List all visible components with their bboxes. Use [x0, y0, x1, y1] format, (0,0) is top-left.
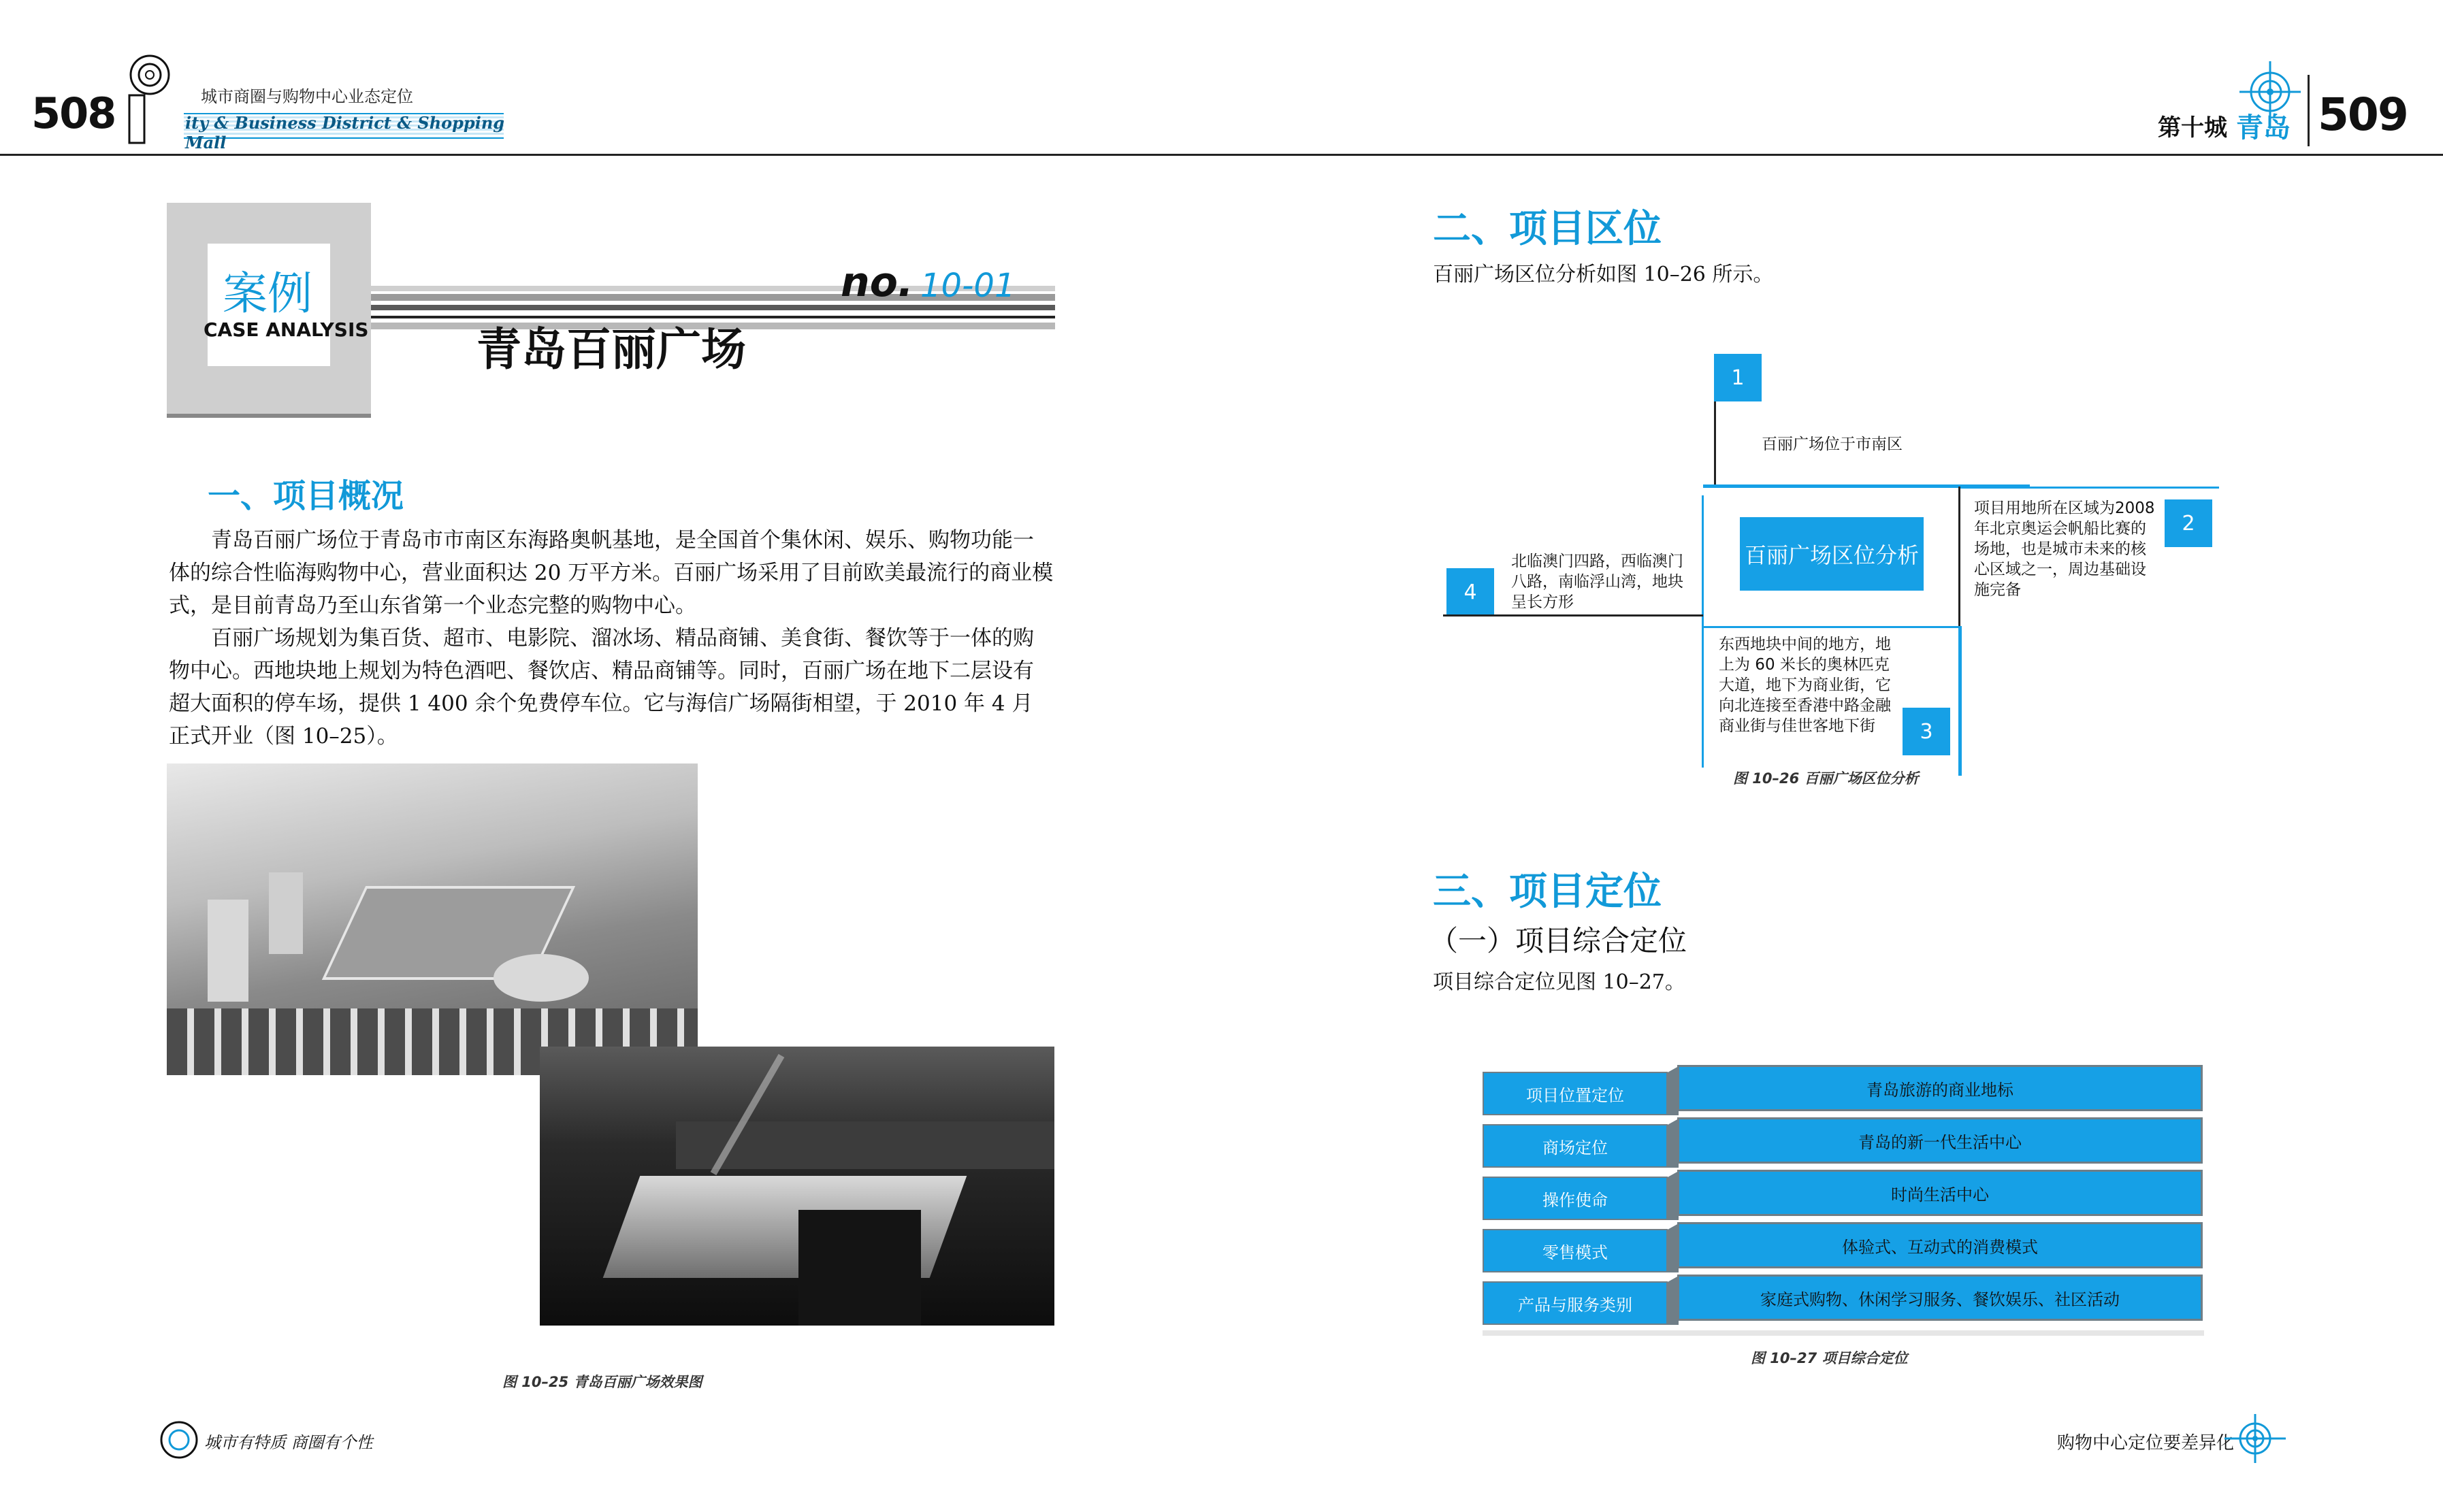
case-badge-inner — [204, 244, 369, 366]
diagram-item-1-line-v — [1714, 401, 1716, 484]
section1-paragraph-1: 青岛百丽广场位于青岛市市南区东海路奥帆基地，是全国首个集休闲、娱乐、购物功能一体的综合性临海购物中心，营业面积达 20 万平方米。百丽广场采用了目前欧美最流行的商业模式，是目前青岛乃至山东省第一个业态完整的购物中心。 — [169, 528, 1054, 618]
section2-intro: 百丽广场区位分析如图 10–26 所示。 — [1433, 263, 1774, 286]
header-right-divider — [2308, 75, 2310, 146]
header-right — [2144, 61, 2423, 150]
chapter-city: 青岛 — [2236, 112, 2291, 144]
section3-subheading: （一）项目综合定位 — [1429, 924, 1687, 957]
photo-plaza — [494, 954, 589, 1002]
section3-heading: 三、项目定位 — [1433, 870, 1662, 914]
row-label-location: 项目位置定位 — [1483, 1072, 1668, 1115]
figure-10-25-caption: 图 10–25 青岛百丽广场效果图 — [502, 1374, 702, 1390]
diagram-item-3-line-v — [1958, 626, 1962, 776]
case-badge — [167, 203, 371, 418]
section2-heading: 二、项目区位 — [1433, 207, 1662, 251]
photo-tower — [208, 900, 248, 1002]
header-rule — [0, 154, 2443, 156]
diagram-item-3-line-h — [1703, 626, 1960, 628]
row-label-products: 产品与服务类别 — [1483, 1281, 1668, 1325]
left-page-number: 508 — [31, 88, 116, 138]
left-title-en: ity & Business District & Shopping Mall — [185, 113, 505, 152]
diagram-item-2-number: 2 — [2165, 499, 2212, 547]
section3-intro: 项目综合定位见图 10–27。 — [1433, 970, 1685, 994]
target-icon — [2239, 61, 2301, 122]
row-label-mall: 商场定位 — [1483, 1124, 1668, 1168]
row-value-mall: 青岛的新一代生活中心 — [1677, 1117, 2203, 1164]
case-number-prefix: no. — [841, 259, 913, 306]
spiral-logo-icon — [123, 48, 177, 150]
right-page-number: 509 — [2318, 88, 2408, 141]
row-value-products: 家庭式购物、休闲学习服务、餐饮娱乐、社区活动 — [1677, 1275, 2203, 1321]
case-title: 青岛百丽广场 — [476, 323, 746, 376]
diagram-item-2-text: 项目用地所在区域为2008 年北京奥运会帆船比赛的场地，也是城市未来的核心区域之一，周边基础设施完备 — [1974, 499, 2155, 599]
footer-target-icon — [2224, 1414, 2286, 1463]
positioning-table — [1483, 1065, 2204, 1364]
left-title-cn: 城市商圈与购物中心业态定位 — [201, 87, 413, 106]
diagram-item-1-number: 1 — [1714, 354, 1762, 401]
location-diagram — [1443, 354, 2226, 789]
case-number: 10-01 — [920, 267, 1016, 305]
rendering-photo-night — [540, 1047, 1054, 1326]
case-label-en: CASE ANALYSIS — [204, 318, 369, 341]
figure-10-27-caption: 图 10–27 项目综合定位 — [1751, 1350, 1908, 1366]
section1-heading: 一、项目概况 — [208, 477, 404, 515]
row-label-retail: 零售模式 — [1483, 1229, 1668, 1272]
diagram-item-4-number: 4 — [1446, 568, 1494, 616]
footer-spiral-icon — [158, 1419, 200, 1461]
table-baseline — [1483, 1330, 2204, 1336]
header-left — [27, 41, 517, 150]
diagram-item-4-text: 北临澳门四路，西临澳门八路，南临浮山湾，地块呈长方形 — [1511, 553, 1683, 611]
photo-tower — [269, 872, 303, 954]
chapter-prefix: 第十城 — [2158, 114, 2227, 142]
footer-left-text: 城市有特质 商圈有个性 — [204, 1433, 373, 1452]
footer-right-text: 购物中心定位要差异化 — [2057, 1433, 2235, 1453]
diagram-item-4-line-h — [1443, 614, 1703, 617]
row-value-mission: 时尚生活中心 — [1677, 1170, 2203, 1216]
diagram-item-2-line-v — [1958, 487, 1960, 636]
diagram-item-1-text: 百丽广场位于市南区 — [1762, 435, 1903, 453]
diagram-center-label: 百丽广场区位分析 — [1740, 517, 1924, 591]
row-connectors — [1666, 1065, 1680, 1330]
figure-10-26-caption: 图 10–26 百丽广场区位分析 — [1733, 770, 1919, 787]
photo-dark-block — [798, 1210, 921, 1326]
diagram-item-3-text: 东西地块中间的地方，地上为 60 米长的奥林匹克大道，地下为商业街，它向北连接至香港中路金融商业街与佳世客地下街 — [1719, 636, 1891, 735]
row-value-location: 青岛旅游的商业地标 — [1677, 1065, 2203, 1111]
case-label-cn: 案例 — [223, 267, 312, 320]
row-value-retail: 体验式、互动式的消费模式 — [1677, 1222, 2203, 1268]
diagram-item-2-line-h — [1960, 487, 2219, 489]
diagram-item-3-number: 3 — [1903, 708, 1950, 755]
section1-paragraph-2: 百丽广场规划为集百货、超市、电影院、溜冰场、精品商铺、美食街、餐饮等于一体的购物中心。西地块地上规划为特色酒吧、餐饮店、精品商铺等。同时，百丽广场在地下二层设有超大面积的停车场，提供 1 400 余个免费停车位。它与海信广场隔街相望，于 2010 年 4 月正式开业（图 10–25）。 — [169, 626, 1034, 749]
rendering-photo-day — [167, 763, 698, 1075]
diagram-center-frame — [1702, 495, 1704, 768]
row-label-mission: 操作使命 — [1483, 1177, 1668, 1220]
